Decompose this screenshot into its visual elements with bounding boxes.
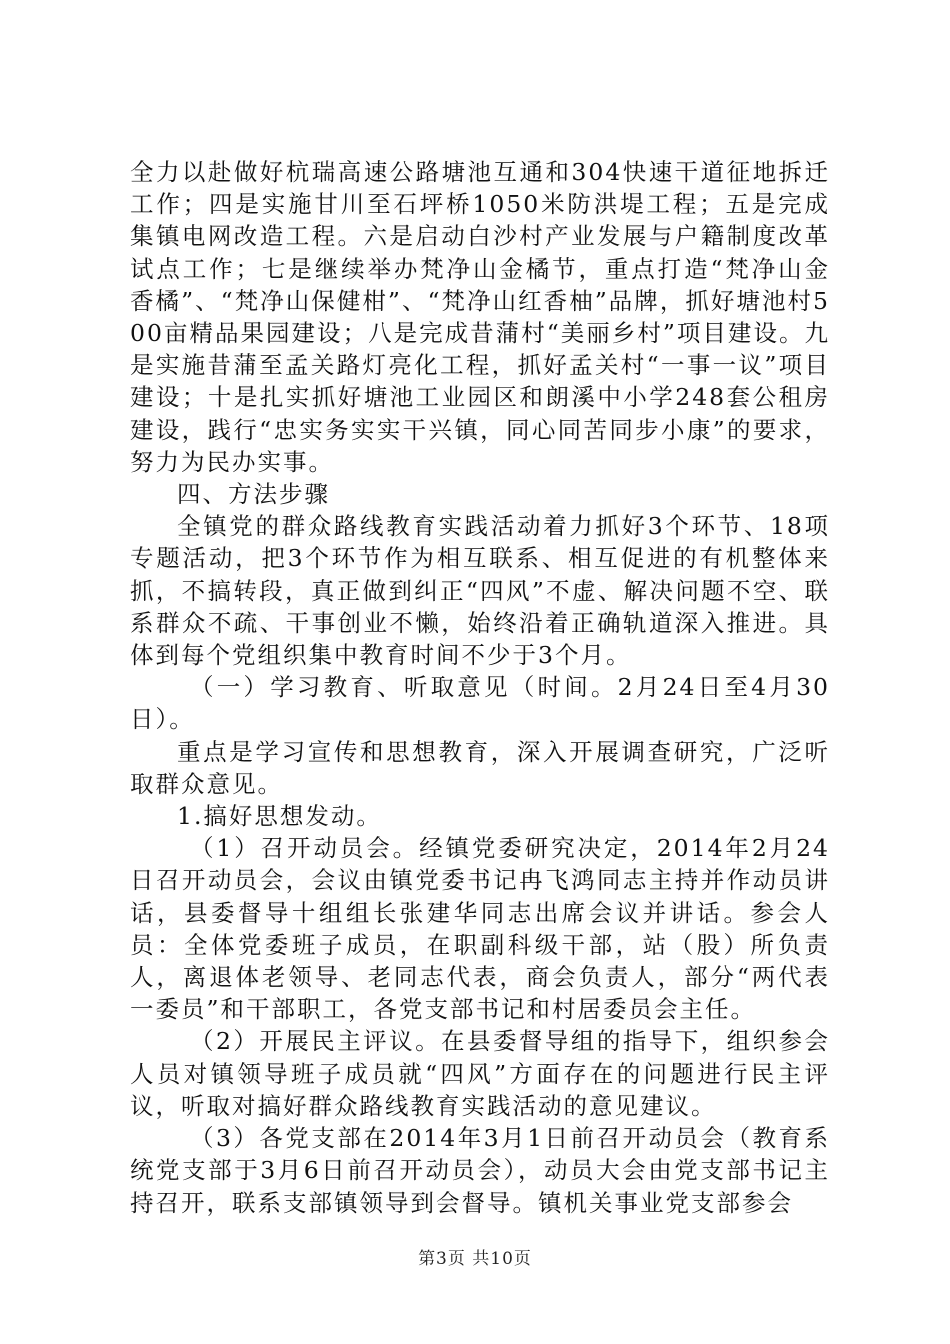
section-heading-method-steps: 四、方法步骤 (177, 480, 330, 509)
paragraph-item-1: （1）召开动员会。经镇党委研究决定，2014年2月24日召开动员会，会议由镇党委书记冉飞鸿同志主持并作动员讲话，县委督导十组组长张建华同志出席会议并讲话。参会人员：全体党委班子成员，在职副科级干部，站（股）所负责人，离退体老领导、老同志代表，商会负责人，部分“两代表一委员”和干部职工，各党支部书记和村居委员会主任。 (130, 834, 830, 1024)
paragraph-item-3: （3）各党支部在2014年3月1日前召开动员会（教育系统党支部于3月6日前召开动员会），动员大会由党支部书记主持召开，联系支部镇领导到会督导。镇机关事业党支部参会 (130, 1124, 830, 1217)
paragraph-learning-focus: 重点是学习宣传和思想教育，深入开展调查研究，广泛听取群众意见。 (130, 737, 830, 798)
document-body (130, 156, 830, 1219)
subsection-heading-learning: （一）学习教育、听取意见（时间。2月24日至4月30日）。 (130, 673, 830, 734)
item-heading-mobilization: 1.搞好思想发动。 (177, 802, 382, 831)
paragraph-continuation: 全力以赴做好杭瑞高速公路塘池互通和304快速干道征地拆迁工作；四是实施甘川至石坪桥1050米防洪堤工程；五是完成集镇电网改造工程。六是启动白沙村产业发展与户籍制度改革试点工作；七是继续举办梵净山金橘节，重点打造“梵净山金香橘”、“梵净山保健柑”、“梵净山红香柚”品牌，抓好塘池村500亩精品果园建设；八是完成昔蒲村“美丽乡村”项目建设。九是实施昔蒲至孟关路灯亮化工程，抓好孟关村“一事一议”项目建设；十是扎实抓好塘池工业园区和朗溪中小学248套公租房建设，践行“忠实务实实干兴镇，同心同苦同步小康”的要求，努力为民办实事。 (130, 158, 830, 476)
paragraph-item-2: （2）开展民主评议。在县委督导组的指导下，组织参会人员对镇领导班子成员就“四风”方面存在的问题进行民主评议，听取对搞好群众路线教育实践活动的意见建议。 (130, 1027, 830, 1120)
page-footer: 第3页 共10页 (418, 1249, 532, 1269)
paragraph-method-overview: 全镇党的群众路线教育实践活动着力抓好3个环节、18项专题活动，把3个环节作为相互联系、相互促进的有机整体来抓，不搞转段，真正做到纠正“四风”不虚、解决问题不空、联系群众不疏、干事创业不懒，始终沿着正确轨道深入推进。具体到每个党组织集中教育时间不少于3个月。 (130, 512, 830, 670)
